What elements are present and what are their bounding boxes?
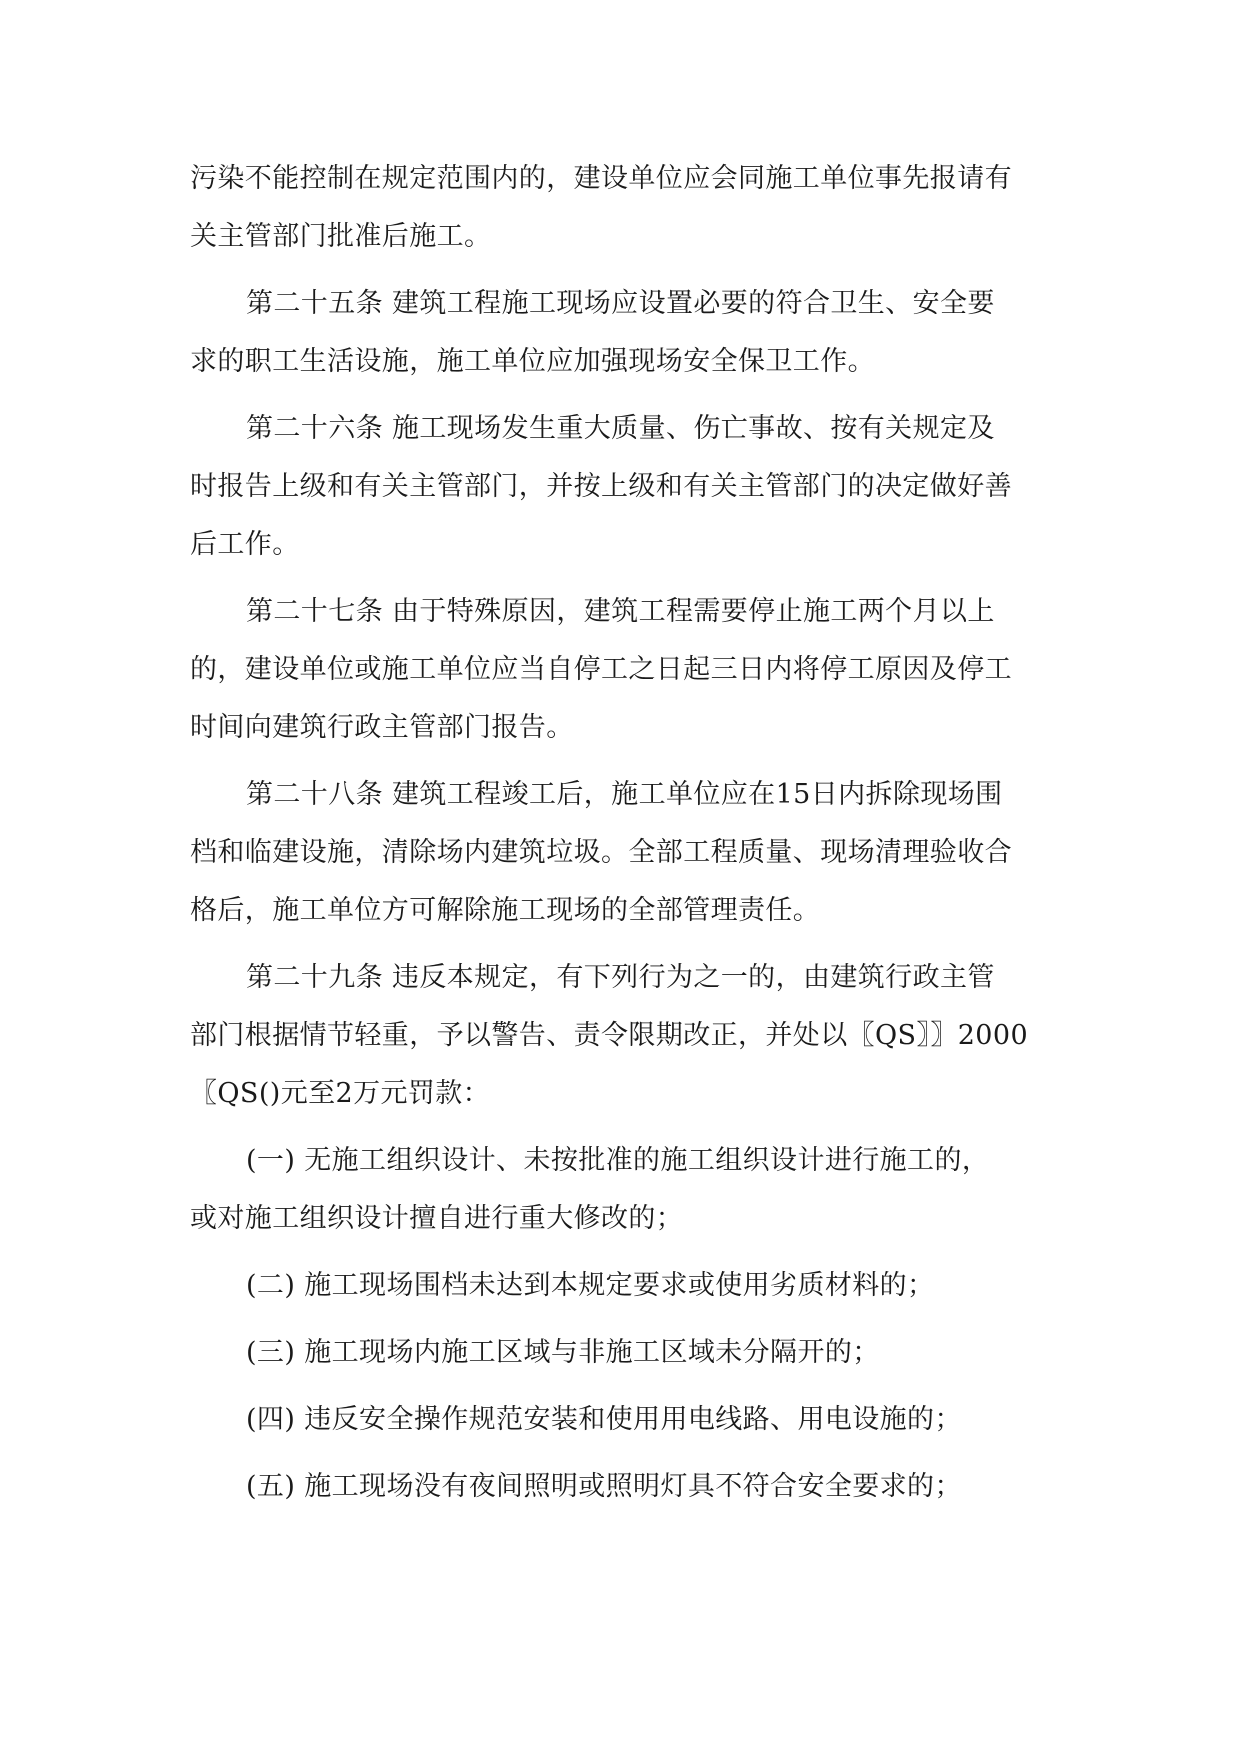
article-27-line-2: 的，建设单位或施工单位应当自停工之日起三日内将停工原因及停工 <box>190 654 1012 685</box>
article-27-line-1: 第二十七条 由于特殊原因，建筑工程需要停止施工两个月以上 <box>246 596 995 627</box>
article-27-line-3: 时间向建筑行政主管部门报告。 <box>190 712 574 743</box>
article-25-line-2: 求的职工生活设施，施工单位应加强现场安全保卫工作。 <box>190 346 875 377</box>
item-4-line: (四) 违反安全操作规范安装和使用用电线路、用电设施的； <box>246 1404 962 1435</box>
item-5-line: (五) 施工现场没有夜间照明或照明灯具不符合安全要求的； <box>246 1471 962 1502</box>
item-3-line: (三) 施工现场内施工区域与非施工区域未分隔开的； <box>246 1337 880 1368</box>
article-29-line-1: 第二十九条 违反本规定，有下列行为之一的，由建筑行政主管 <box>246 962 995 993</box>
item-2-line: (二) 施工现场围档未达到本规定要求或使用劣质材料的； <box>246 1270 935 1301</box>
article-26-line-3: 后工作。 <box>190 529 300 560</box>
text-line-2: 关主管部门批准后施工。 <box>190 221 492 252</box>
article-29-line-2: 部门根据情节轻重，予以警告、责令限期改正，并处以〖QS〗〗2000 <box>190 1020 1029 1051</box>
text-line-1: 污染不能控制在规定范围内的，建设单位应会同施工单位事先报请有 <box>190 163 1012 194</box>
article-26-line-2: 时报告上级和有关主管部门，并按上级和有关主管部门的决定做好善 <box>190 471 1012 502</box>
article-25-line-1: 第二十五条 建筑工程施工现场应设置必要的符合卫生、安全要 <box>246 288 995 319</box>
article-28-line-3: 格后，施工单位方可解除施工现场的全部管理责任。 <box>190 895 821 926</box>
article-28-line-1: 第二十八条 建筑工程竣工后，施工单位应在15日内拆除现场围 <box>246 779 1003 810</box>
item-1-line-1: (一) 无施工组织设计、未按批准的施工组织设计进行施工的， <box>246 1145 990 1176</box>
item-1-line-2: 或对施工组织设计擅自进行重大修改的； <box>190 1203 684 1234</box>
article-29-line-3: 〖QS()元至2万元罚款： <box>190 1078 491 1109</box>
article-28-line-2: 档和临建设施，清除场内建筑垃圾。全部工程质量、现场清理验收合 <box>190 837 1012 868</box>
article-26-line-1: 第二十六条 施工现场发生重大质量、伤亡事故、按有关规定及 <box>246 413 995 444</box>
